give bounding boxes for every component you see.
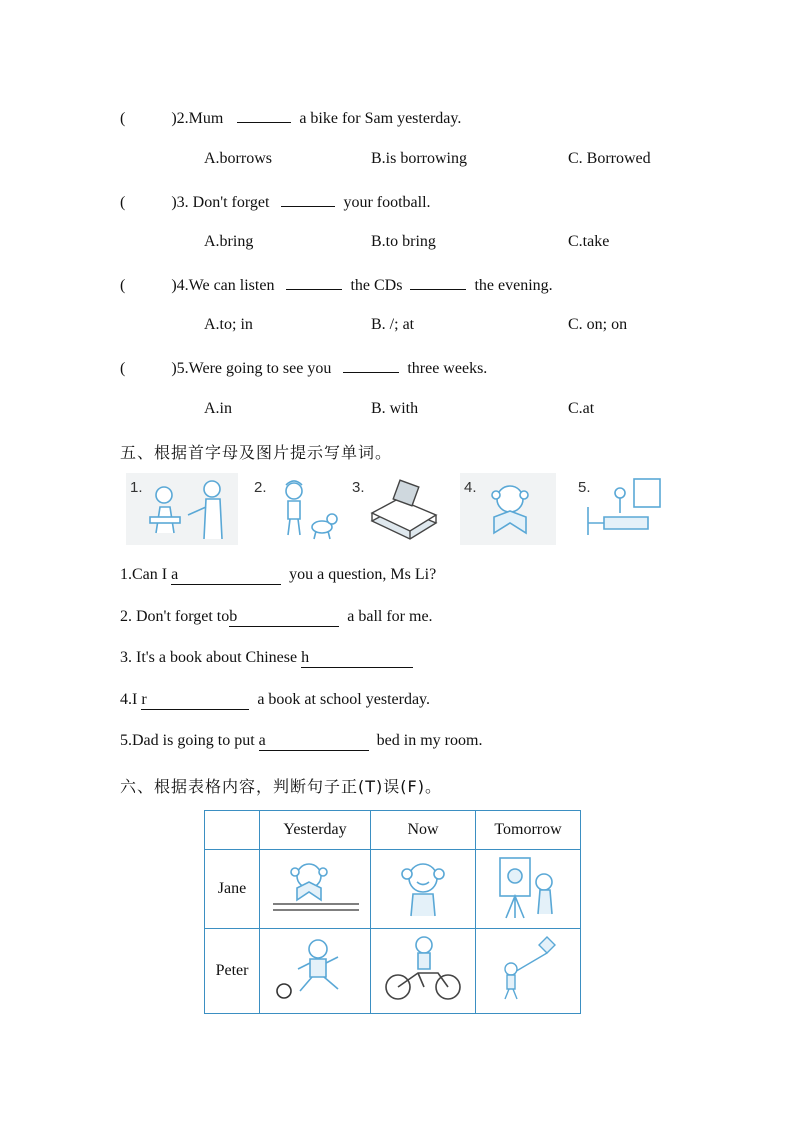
sentence-4 <box>120 691 430 710</box>
option-a: A.borrows <box>204 150 272 167</box>
teacher-student-icon <box>126 473 238 545</box>
sentence-3 <box>120 649 413 668</box>
column-header: Yesterday <box>260 811 371 850</box>
picture-number: 2. <box>254 479 267 496</box>
boy-playing-football-icon <box>270 933 360 1005</box>
option-b: B.to bring <box>371 233 436 250</box>
picture-number: 5. <box>578 479 591 496</box>
girl-reading-icon <box>460 473 556 545</box>
answer-paren-open[interactable]: ( <box>120 360 126 377</box>
picture-number: 4. <box>464 479 477 496</box>
sentence-2 <box>120 608 433 627</box>
column-header: Now <box>371 811 476 850</box>
option-c: C.take <box>568 233 610 250</box>
word-blank[interactable] <box>259 732 369 751</box>
girl-smiling-icon <box>383 854 463 920</box>
table-corner-cell <box>205 811 260 850</box>
initial-letter: a <box>258 732 266 749</box>
option-c: C. Borrowed <box>568 150 651 167</box>
answer-paren-close: ) <box>171 360 177 377</box>
answer-paren-open[interactable]: ( <box>120 277 126 294</box>
girl-reading-icon <box>267 854 363 920</box>
sentence-text: 4.I <box>120 691 138 708</box>
table-cell <box>371 929 476 1014</box>
table-cell <box>260 850 371 929</box>
question-stem: 5.Were going to see you <box>176 360 332 377</box>
initial-letter: a <box>171 566 179 583</box>
schedule-table <box>204 810 581 1014</box>
table-cell <box>476 850 581 929</box>
girl-painting-icon <box>488 852 568 922</box>
section-6-title: 六、根据表格内容，判断句子正(T)误(F)。 <box>120 777 442 796</box>
table-cell <box>371 850 476 929</box>
sentence-text: a ball for me. <box>347 608 433 625</box>
word-blank[interactable] <box>141 691 249 710</box>
sentence-text: 2. Don't forget to <box>120 608 230 625</box>
question-3 <box>120 192 431 212</box>
question-stem: your football. <box>343 194 431 211</box>
picture-number: 1. <box>130 479 143 496</box>
answer-paren-close: ) <box>171 194 177 211</box>
answer-blank[interactable] <box>343 358 399 373</box>
sentence-text: a book at school yesterday. <box>257 691 431 708</box>
table-row <box>205 850 581 929</box>
word-blank[interactable] <box>301 649 413 668</box>
picture-1 <box>126 473 238 545</box>
answer-paren-open[interactable]: ( <box>120 194 126 211</box>
sentence-text: you a question, Ms Li? <box>289 566 437 583</box>
row-header: Jane <box>205 850 260 929</box>
answer-blank[interactable] <box>237 108 291 123</box>
option-b: B.is borrowing <box>371 150 467 167</box>
question-stem: 4.We can listen <box>176 277 275 294</box>
row-header: Peter <box>205 929 260 1014</box>
option-b: B. /; at <box>371 316 415 333</box>
boy-with-dog-icon <box>250 473 346 545</box>
section-5-title: 五、根据首字母及图片提示写单词。 <box>120 443 393 462</box>
picture-2 <box>250 473 346 545</box>
table-cell <box>476 929 581 1014</box>
column-header: Tomorrow <box>476 811 581 850</box>
word-blank[interactable] <box>229 608 339 627</box>
picture-3 <box>348 473 448 545</box>
question-stem: 3. Don't forget <box>176 194 270 211</box>
question-2 <box>120 108 461 128</box>
question-stem: three weeks. <box>407 360 488 377</box>
sentence-text: bed in my room. <box>376 732 483 749</box>
books-icon <box>348 473 448 545</box>
word-blank[interactable] <box>171 566 281 585</box>
sentence-5 <box>120 732 482 751</box>
initial-letter: h <box>301 649 310 666</box>
option-b: B. with <box>371 400 419 417</box>
answer-paren-close: ) <box>171 110 177 127</box>
picture-number: 3. <box>352 479 365 496</box>
answer-paren-close: ) <box>171 277 177 294</box>
option-a: A.bring <box>204 233 254 250</box>
option-c: C.at <box>568 400 595 417</box>
question-stem: a bike for Sam yesterday. <box>299 110 462 127</box>
answer-blank[interactable] <box>281 192 335 207</box>
option-c: C. on; on <box>568 316 628 333</box>
boy-riding-bike-icon <box>378 933 468 1005</box>
picture-4 <box>460 473 556 545</box>
option-a: A.in <box>204 400 232 417</box>
question-stem: the CDs <box>350 277 403 294</box>
sentence-text: 3. It's a book about Chinese <box>120 649 298 666</box>
question-4 <box>120 275 553 295</box>
answer-blank[interactable] <box>410 275 466 290</box>
question-5 <box>120 358 487 378</box>
option-a: A.to; in <box>204 316 253 333</box>
answer-blank[interactable] <box>286 275 342 290</box>
table-row <box>205 929 581 1014</box>
table-cell <box>260 929 371 1014</box>
initial-letter: b <box>229 608 238 625</box>
initial-letter: r <box>141 691 147 708</box>
question-stem: the evening. <box>474 277 553 294</box>
answer-paren-open[interactable]: ( <box>120 110 126 127</box>
sentence-1 <box>120 566 436 585</box>
picture-5 <box>574 473 666 545</box>
picture-strip <box>126 473 666 545</box>
sentence-text: 5.Dad is going to put <box>120 732 255 749</box>
bedroom-icon <box>574 473 666 545</box>
question-stem: 2.Mum <box>176 110 224 127</box>
boy-flying-kite-icon <box>483 933 573 1005</box>
table-header-row <box>205 811 581 850</box>
sentence-text: 1.Can I <box>120 566 168 583</box>
